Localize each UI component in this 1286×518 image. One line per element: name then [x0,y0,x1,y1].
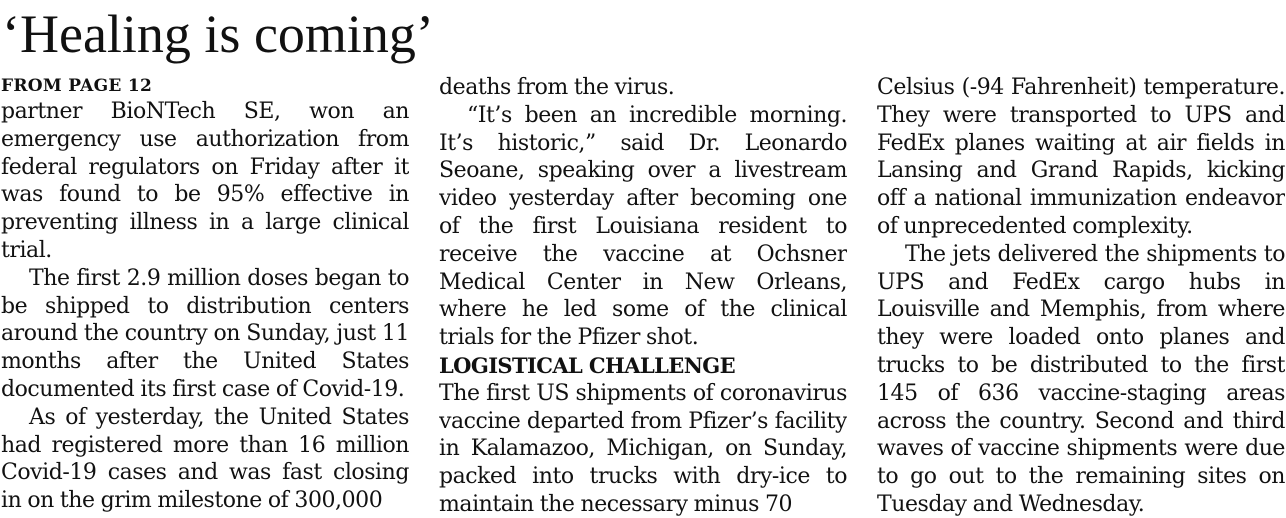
headline: ‘Healing is coming’ [2,4,434,64]
paragraph: “It’s been an incredible morning. It’s historic,” said Dr. Leonardo Seoane, speaking over a livestream video yesterday after becoming one of the first Louisiana resident to receive the vaccine at Ochsner Medical Center in New Orleans, where he led some of the clinical trials for the Pfizer shot. [439,102,847,351]
jump-line: FROM PAGE 12 [1,76,153,96]
article-column-2 [439,74,847,518]
paragraph: partner BioNTech SE, won an emergency use authorization from federal regulators on Friday after it was found to be 95% effective in preventing illness in a large clinical trial. [1,99,409,263]
paragraph: Celsius (-94 Fahrenheit) temperature. They were transported to UPS and FedEx planes waiting at air fields in Lansing and Grand Rapids, kicking off a national immunization endeavor of unprecedented complexity. [877,75,1285,239]
paragraph: As of yesterday, the United States had registered more than 16 million Covid-19 cases and was fast closing in on the grim milestone of 300,000 [1,404,409,514]
paragraph: The first 2.9 million doses began to be shipped to distribution centers around the country on Sunday, just 11 months after the United States documented its first case of Covid-19. [1,265,409,402]
article-column-3 [877,74,1285,518]
subhead: LOGISTICAL CHALLENGE [439,352,736,378]
article-column-1 [1,74,409,518]
paragraph: The jets delivered the shipments to UPS and FedEx cargo hubs in Louisville and Memphis, from where they were loaded onto planes and trucks to be distributed to the first 145 of 636 vaccine-staging areas across the country. Second and third waves of vaccine shipments were due to go out to the remaining sites on Tuesday and Wednesday. [877,241,1285,517]
paragraph: The first US shipments of coronavirus vaccine departed from Pfizer’s facility in Kalamazoo, Michigan, on Sunday, packed into trucks with dry-ice to maintain the necessary minus 70 [439,380,847,517]
paragraph: deaths from the virus. [439,75,675,100]
